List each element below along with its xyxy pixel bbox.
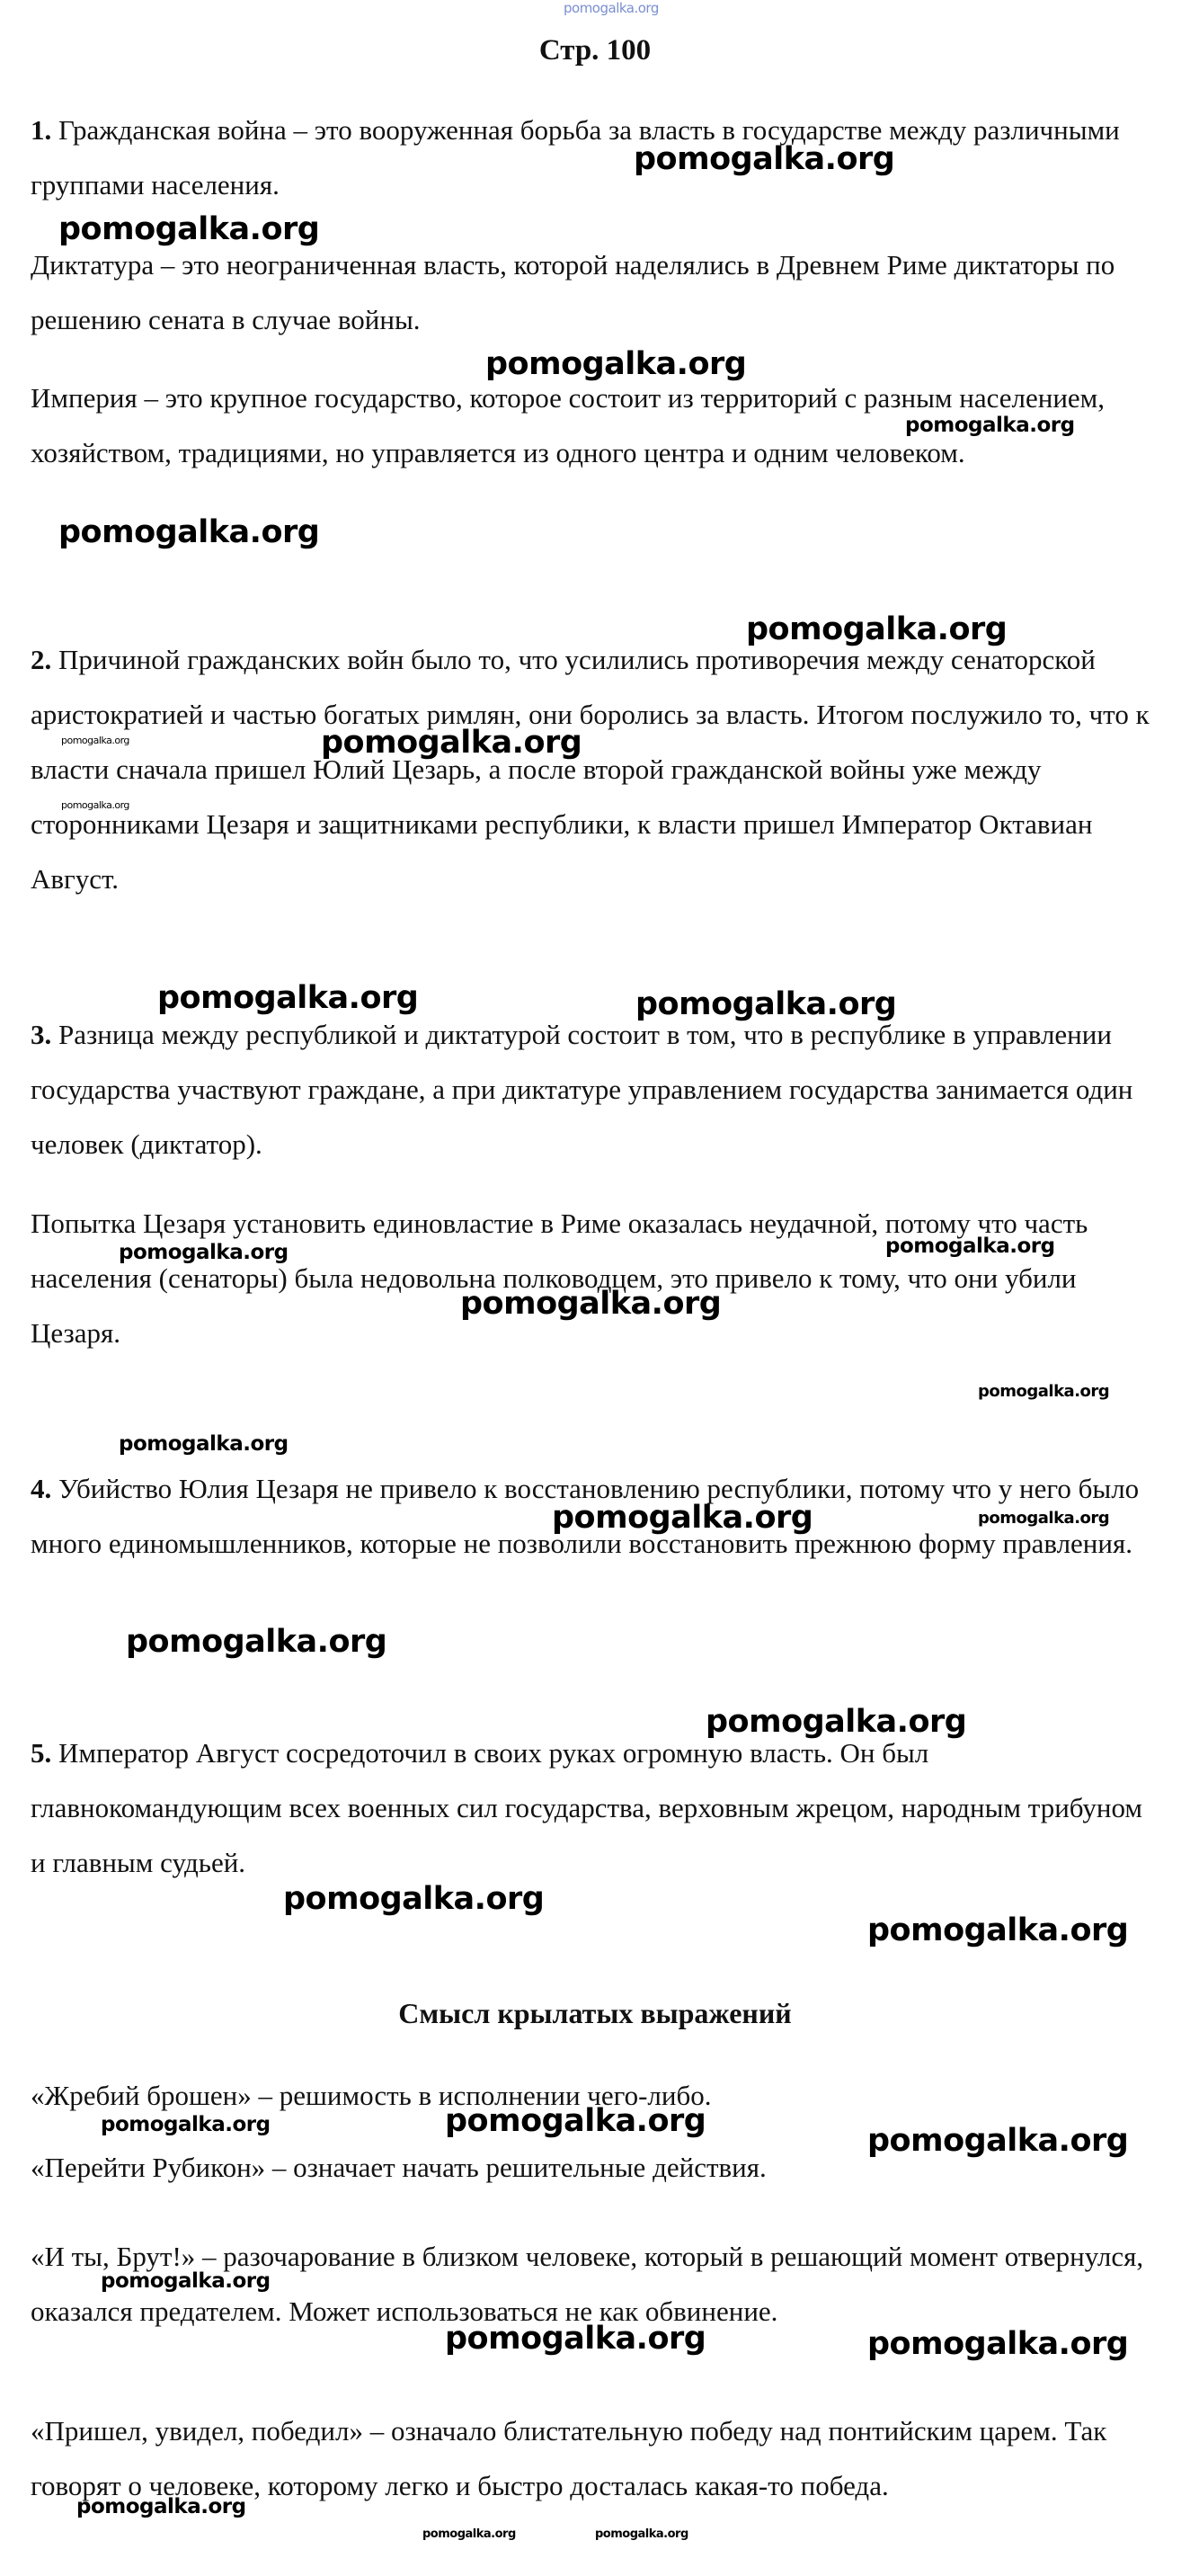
watermark: pomogalka.org xyxy=(634,141,895,177)
definition-dictatorship xyxy=(31,237,1163,347)
watermark: pomogalka.org xyxy=(61,735,129,746)
answer-number: 5. xyxy=(31,1737,52,1769)
phrase-item: «Жребий брошен» – решимость в исполнении чего-либо. xyxy=(31,2080,712,2111)
watermark: pomogalka.org xyxy=(978,1382,1110,1401)
watermark: pomogalka.org xyxy=(76,2495,246,2518)
watermark: pomogalka.org xyxy=(61,799,129,811)
watermark: pomogalka.org xyxy=(867,2326,1129,2362)
watermark: pomogalka.org xyxy=(552,1500,813,1536)
watermark: pomogalka.org xyxy=(978,1509,1110,1528)
watermark: pomogalka.org xyxy=(58,514,320,550)
watermark: pomogalka.org xyxy=(445,2321,706,2357)
answer-3-continued xyxy=(31,1196,1163,1360)
watermark: pomogalka.org xyxy=(119,1241,289,1264)
watermark: pomogalka.org xyxy=(460,1286,722,1322)
answer-number: 3. xyxy=(31,1019,52,1050)
watermark: pomogalka.org xyxy=(119,1432,289,1456)
watermark: pomogalka.org xyxy=(101,2269,271,2293)
page-title: Стр. 100 xyxy=(538,34,652,67)
answer-number: 1. xyxy=(31,114,52,146)
answer-3 xyxy=(31,1007,1163,1172)
phrase-item: «Перейти Рубикон» – означает начать решительные действия. xyxy=(31,2152,767,2183)
watermark: pomogalka.org xyxy=(905,414,1075,437)
answer-text: Разница между республикой и диктатурой состоит в том, что в республике в управлении государства участвуют граждане, а при диктатуре управлением государства занимается один человек (диктатор). xyxy=(31,1019,1133,1160)
answer-text: Убийство Юлия Цезаря не привело к восстановлению республики, потому что у него было много единомышленников, которые не позволили восстановить прежнюю форму правления. xyxy=(31,1473,1140,1559)
answer-text: Гражданская война – это вооруженная борьба за власть в государстве между различными группами населения. xyxy=(31,114,1120,201)
watermark: pomogalka.org xyxy=(445,2103,706,2139)
answer-number: 4. xyxy=(31,1473,52,1504)
watermark: pomogalka.org xyxy=(126,1624,387,1660)
phrase-item: «Пришел, увидел, победил» – означало блистательную победу над понтийским царем. Так говорят о человеке, которому легко и быстро досталась какая-то победа. xyxy=(31,2415,1107,2501)
answer-2 xyxy=(31,632,1163,906)
answer-text: Диктатура – это неограниченная власть, которой наделялись в Древнем Риме диктаторы по решению сената в случае войны. xyxy=(31,249,1115,335)
answer-text: Попытка Цезаря установить единовластие в Риме оказалась неудачной, потому что часть населения (сенаторы) была недовольна полководцем, это привело к тому, что они убили Цезаря. xyxy=(31,1208,1088,1349)
watermark: pomogalka.org xyxy=(101,2113,271,2136)
phrase-item: «И ты, Брут!» – разочарование в близком человеке, который в решающий момент отвернулся, оказался предателем. Может использоваться не как обвинение. xyxy=(31,2241,1144,2327)
answer-number: 2. xyxy=(31,644,52,675)
watermark: pomogalka.org xyxy=(157,980,419,1016)
phrases-section-title: Смысл крылатых выражений xyxy=(398,1997,792,2029)
watermark: pomogalka.org xyxy=(746,611,1008,647)
watermark: pomogalka.org xyxy=(283,1881,545,1917)
watermark: pomogalka.org xyxy=(58,211,320,247)
answer-text: Империя – это крупное государство, которое состоит из территорий с разным населением, хозяйством, традициями, но управляется из одного центра и одним человеком. xyxy=(31,382,1106,468)
answer-5 xyxy=(31,1725,1163,1890)
watermark: pomogalka.org xyxy=(867,1912,1129,1948)
watermark: pomogalka.org xyxy=(422,2527,516,2541)
watermark: pomogalka.org xyxy=(321,725,582,761)
top-watermark: pomogalka.org xyxy=(564,0,659,16)
answer-text: Император Август сосредоточил в своих руках огромную власть. Он был главнокомандующим всех военных сил государства, верховным жрецом, народным трибуном и главным судьей. xyxy=(31,1737,1143,1878)
answer-text: Причиной гражданских войн было то, что усилились противоречия между сенаторской аристократией и частью богатых римлян, они боролись за власть. Итогом послужило то, что к власти сначала пришел Юлий Цезарь, а после второй гражданской войны уже между сторонниками Цезаря и защитниками республики, к власти пришел Император Октавиан Август. xyxy=(31,644,1150,895)
watermark: pomogalka.org xyxy=(635,986,897,1022)
watermark: pomogalka.org xyxy=(706,1704,967,1740)
watermark: pomogalka.org xyxy=(885,1235,1055,1258)
watermark: pomogalka.org xyxy=(595,2527,688,2541)
watermark: pomogalka.org xyxy=(485,346,747,382)
watermark: pomogalka.org xyxy=(867,2123,1129,2159)
answer-1 xyxy=(31,103,1163,212)
